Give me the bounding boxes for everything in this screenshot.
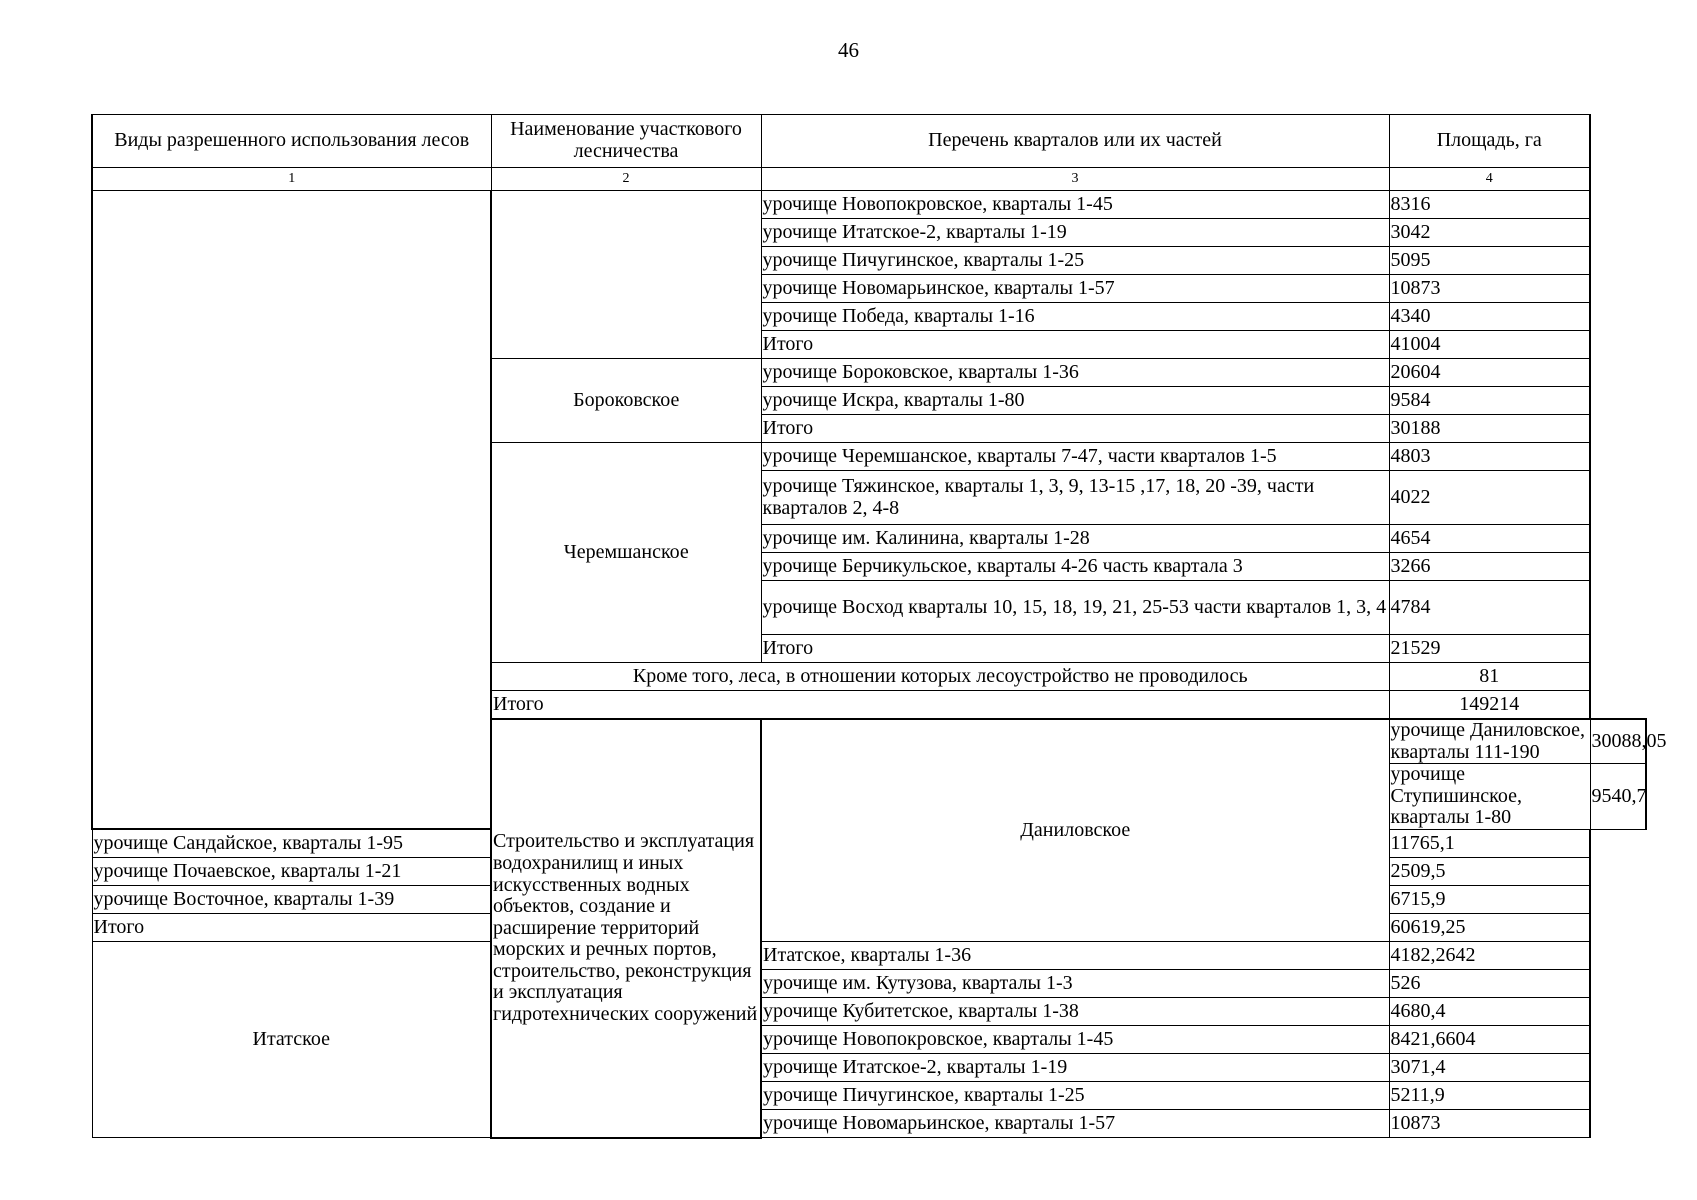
subtotal-area: 30188 xyxy=(1389,415,1590,443)
quarters-cell: урочище Берчикульское, кварталы 4-26 часть квартала 3 xyxy=(761,553,1389,581)
quarters-cell: урочище им. Кутузова, кварталы 1-3 xyxy=(761,970,1389,998)
header-usage-types: Виды разрешенного использования лесов xyxy=(92,115,491,168)
header-quarters-list: Перечень кварталов или их частей xyxy=(761,115,1389,168)
column-number: 3 xyxy=(761,168,1389,191)
area-cell: 526 xyxy=(1389,970,1590,998)
quarters-cell: урочище Пичугинское, кварталы 1-25 xyxy=(761,247,1389,275)
subtotal-area: 41004 xyxy=(1389,331,1590,359)
area-cell: 11765,1 xyxy=(1389,829,1590,858)
quarters-cell: урочище Бороковское, кварталы 1-36 xyxy=(761,359,1389,387)
other-forests-area: 81 xyxy=(1389,663,1590,691)
area-cell: 10873 xyxy=(1389,275,1590,303)
column-number-row xyxy=(92,168,1646,191)
area-cell: 4784 xyxy=(1389,581,1590,635)
forestry-name-itatskoe: Итатское xyxy=(92,942,491,1138)
quarters-cell: урочище Черемшанское, кварталы 7-47, части кварталов 1-5 xyxy=(761,443,1389,471)
usage-type-cell: Строительство и эксплуатация водохранилищ и иных искусственных водных объектов, создание и расширение территорий морских и речных портов, строительство, реконструкция и эксплуатация гидротехнических сооружений xyxy=(491,719,761,1138)
quarters-cell: урочище им. Калинина, кварталы 1-28 xyxy=(761,525,1389,553)
usage-cell-empty xyxy=(92,191,491,830)
area-cell: 4680,4 xyxy=(1389,998,1590,1026)
area-cell: 2509,5 xyxy=(1389,858,1590,886)
quarters-cell: урочище Кубитетское, кварталы 1-38 xyxy=(761,998,1389,1026)
quarters-cell: Итатское, кварталы 1-36 xyxy=(761,942,1389,970)
table-row xyxy=(92,942,1646,970)
subtotal-label: Итого xyxy=(761,635,1389,663)
header-forestry-name: Наименование участкового лесничества xyxy=(491,115,761,168)
quarters-cell: урочище Победа, кварталы 1-16 xyxy=(761,303,1389,331)
quarters-cell: урочище Искра, кварталы 1-80 xyxy=(761,387,1389,415)
total-area: 149214 xyxy=(1389,691,1590,720)
area-cell: 30088,05 xyxy=(1590,719,1646,764)
other-forests-text: Кроме того, леса, в отношении которых лесоустройство не проводилось xyxy=(491,663,1389,691)
header-area: Площадь, га xyxy=(1389,115,1590,168)
subtotal-area: 60619,25 xyxy=(1389,914,1590,942)
quarters-cell: урочище Итатское-2, кварталы 1-19 xyxy=(761,219,1389,247)
quarters-cell: урочище Новопокровское, кварталы 1-45 xyxy=(761,1026,1389,1054)
quarters-cell: урочище Восход кварталы 10, 15, 18, 19, 21, 25-53 части кварталов 1, 3, 4 xyxy=(761,581,1389,635)
subtotal-label: Итого xyxy=(92,914,491,942)
page-number: 46 xyxy=(838,38,859,62)
forestry-name-borokovskoe: Бороковское xyxy=(491,359,761,443)
area-cell: 4022 xyxy=(1389,471,1590,525)
area-cell: 4654 xyxy=(1389,525,1590,553)
column-number: 2 xyxy=(491,168,761,191)
area-cell: 3266 xyxy=(1389,553,1590,581)
forest-use-table xyxy=(91,114,1667,1139)
area-cell: 20604 xyxy=(1389,359,1590,387)
area-cell: 9584 xyxy=(1389,387,1590,415)
quarters-cell: урочище Новомарьинское, кварталы 1-57 xyxy=(761,275,1389,303)
area-cell: 4182,2642 xyxy=(1389,942,1590,970)
subtotal-label: Итого xyxy=(761,415,1389,443)
column-number: 4 xyxy=(1389,168,1590,191)
quarters-cell: урочище Тяжинское, кварталы 1, 3, 9, 13-15 ,17, 18, 20 -39, части кварталов 2, 4-8 xyxy=(761,471,1389,525)
quarters-cell: урочище Новомарьинское, кварталы 1-57 xyxy=(761,1110,1389,1138)
quarters-cell: урочище Ступишинское, кварталы 1-80 xyxy=(1389,764,1590,830)
quarters-cell: урочище Сандайское, кварталы 1-95 xyxy=(92,829,491,858)
quarters-cell: урочище Новопокровское, кварталы 1-45 xyxy=(761,191,1389,219)
quarters-cell: урочище Даниловское, кварталы 111-190 xyxy=(1389,719,1590,764)
quarters-cell: урочище Почаевское, кварталы 1-21 xyxy=(92,858,491,886)
forestry-name-danilovskoe: Даниловское xyxy=(761,719,1389,942)
subtotal-area: 21529 xyxy=(1389,635,1590,663)
total-label: Итого xyxy=(491,691,1389,720)
area-cell: 9540,7 xyxy=(1590,764,1646,830)
subtotal-label: Итого xyxy=(761,331,1389,359)
area-cell: 3042 xyxy=(1389,219,1590,247)
column-number: 1 xyxy=(92,168,491,191)
area-cell: 5211,9 xyxy=(1389,1082,1590,1110)
area-cell: 8316 xyxy=(1389,191,1590,219)
area-cell: 6715,9 xyxy=(1389,886,1590,914)
quarters-cell: урочище Итатское-2, кварталы 1-19 xyxy=(761,1054,1389,1082)
area-cell: 4340 xyxy=(1389,303,1590,331)
area-cell: 3071,4 xyxy=(1389,1054,1590,1082)
table-row xyxy=(92,191,1646,219)
header-row xyxy=(92,115,1646,168)
quarters-cell: урочище Пичугинское, кварталы 1-25 xyxy=(761,1082,1389,1110)
area-cell: 10873 xyxy=(1389,1110,1590,1138)
forestry-cell-empty xyxy=(491,191,761,359)
forestry-name-cheremshanskoe: Черемшанское xyxy=(491,443,761,663)
area-cell: 5095 xyxy=(1389,247,1590,275)
area-cell: 8421,6604 xyxy=(1389,1026,1590,1054)
area-cell: 4803 xyxy=(1389,443,1590,471)
quarters-cell: урочище Восточное, кварталы 1-39 xyxy=(92,886,491,914)
